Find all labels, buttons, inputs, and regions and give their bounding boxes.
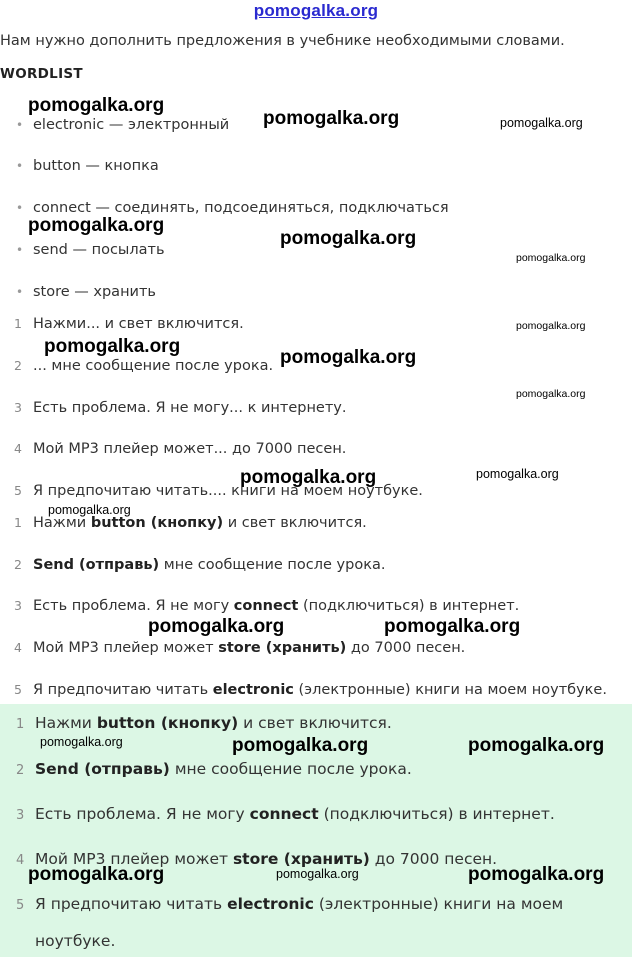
- bullet-icon: •: [16, 118, 24, 132]
- answer-post: (подключиться) в интернет.: [318, 805, 555, 823]
- answer-word: connect: [249, 805, 319, 823]
- answer-post: мне сообщение после урока.: [159, 557, 386, 573]
- watermark: pomogalka.org: [516, 388, 586, 400]
- answer-word: Send (отправь): [33, 557, 160, 573]
- wordlist-title: WORDLIST: [0, 66, 83, 82]
- answer-item: [14, 640, 465, 656]
- answer-post: мне сообщение после урока.: [169, 760, 412, 778]
- answer-number: 1: [16, 717, 25, 732]
- answer-number: 2: [16, 763, 25, 778]
- watermark: pomogalka.org: [516, 252, 586, 264]
- answer-number: 4: [16, 853, 25, 868]
- bullet-icon: •: [16, 159, 24, 173]
- answer-box-item: [16, 932, 115, 950]
- answer-pre: Я предпочитаю читать: [33, 682, 213, 698]
- answer-word: store (хранить): [218, 640, 347, 656]
- answer-word: store (хранить): [232, 850, 370, 868]
- task-item: [14, 400, 347, 416]
- intro-text: Нам нужно дополнить предложения в учебнике необходимыми словами.: [0, 33, 565, 49]
- task-item: [14, 441, 346, 457]
- watermark: pomogalka.org: [48, 503, 131, 517]
- wordlist-item: [16, 242, 165, 258]
- answer-pre: Есть проблема. Я не могу: [35, 805, 250, 823]
- answer-word: connect: [233, 598, 299, 614]
- answer-box-item: [16, 805, 555, 823]
- answer-number: 2: [14, 557, 22, 572]
- answer-number: 3: [16, 808, 25, 823]
- answer-number: 5: [16, 898, 25, 913]
- answer-word: electronic: [212, 682, 294, 698]
- task-number: 2: [14, 358, 22, 373]
- answer-post: и свет включится.: [238, 714, 392, 732]
- answer-pre: Нажми: [33, 515, 91, 531]
- wordlist-item: [16, 158, 159, 174]
- watermark: pomogalka.org: [263, 108, 400, 129]
- wordlist-item: [16, 200, 449, 216]
- watermark: pomogalka.org: [280, 347, 417, 368]
- answer-post: до 7000 песен.: [369, 850, 498, 868]
- watermark: pomogalka.org: [28, 215, 165, 236]
- answer-pre: Нажми: [35, 714, 97, 732]
- task-text: Я предпочитаю читать.... книги на моем ноутбуке.: [33, 483, 423, 499]
- answer-box-item: [16, 895, 563, 913]
- bullet-icon: •: [16, 285, 24, 299]
- task-number: 3: [14, 400, 22, 415]
- answer-item: [14, 682, 607, 698]
- answer-number: 5: [14, 682, 22, 697]
- watermark: pomogalka.org: [468, 735, 605, 756]
- wordlist-item-text: electronic — электронный: [33, 117, 230, 133]
- answer-post: (подключиться) в интернет.: [298, 598, 520, 614]
- wordlist-item-text: button — кнопка: [33, 158, 159, 174]
- answer-post: (электронные) книги на моем: [313, 895, 564, 913]
- answer-box-item: [16, 714, 392, 732]
- watermark: pomogalka.org: [40, 735, 123, 749]
- answer-word: Send (отправь): [35, 760, 170, 778]
- bullet-icon: •: [16, 201, 24, 215]
- answer-box-item: [16, 760, 412, 778]
- answer-item: [14, 557, 385, 573]
- wordlist-item-text: send — посылать: [33, 242, 165, 258]
- answer-pre: Мой МР3 плейер может: [33, 640, 219, 656]
- watermark: pomogalka.org: [240, 467, 377, 488]
- wordlist-item-text: store — хранить: [33, 284, 156, 300]
- task-item: [14, 358, 273, 374]
- wordlist-item: [16, 117, 229, 133]
- answer-word: button (кнопку): [90, 515, 224, 531]
- watermark: pomogalka.org: [276, 867, 359, 881]
- answer-pre: Есть проблема. Я не могу: [33, 598, 234, 614]
- task-text: ... мне сообщение после урока.: [33, 358, 274, 374]
- watermark: pomogalka.org: [280, 228, 417, 249]
- task-number: 1: [14, 316, 22, 331]
- answer-word: button (кнопку): [96, 714, 239, 732]
- task-item: [14, 316, 244, 332]
- bullet-icon: •: [16, 243, 24, 257]
- task-text: Мой МР3 плейер может... до 7000 песен.: [33, 441, 347, 457]
- answer-item: [14, 598, 519, 614]
- watermark: pomogalka.org: [476, 467, 559, 481]
- answer-number: 3: [14, 598, 22, 613]
- task-text: Есть проблема. Я не могу... к интернету.: [33, 400, 347, 416]
- answer-post: (электронные) книги на моем ноутбуке.: [293, 682, 607, 698]
- watermark: pomogalka.org: [28, 95, 165, 116]
- wordlist-item-text: connect — соединять, подсоединяться, подключаться: [33, 200, 449, 216]
- watermark: pomogalka.org: [148, 616, 285, 637]
- task-number: 5: [14, 483, 22, 498]
- watermark: pomogalka.org: [516, 320, 586, 332]
- answer-post: до 7000 песен.: [346, 640, 466, 656]
- answer-item: [14, 515, 367, 531]
- watermark: pomogalka.org: [468, 864, 605, 885]
- answer-pre: ноутбуке.: [35, 932, 116, 950]
- answer-number: 4: [14, 640, 22, 655]
- site-header-link[interactable]: pomogalka.org: [253, 1, 379, 20]
- answer-pre: Я предпочитаю читать: [35, 895, 228, 913]
- watermark: pomogalka.org: [28, 864, 165, 885]
- answer-word: electronic: [227, 895, 314, 913]
- watermark: pomogalka.org: [232, 735, 369, 756]
- answer-number: 1: [14, 515, 22, 530]
- task-text: Нажми... и свет включится.: [33, 316, 244, 332]
- watermark: pomogalka.org: [500, 116, 583, 130]
- task-number: 4: [14, 441, 22, 456]
- watermark: pomogalka.org: [44, 336, 181, 357]
- wordlist-item: [16, 284, 156, 300]
- answer-post: и свет включится.: [223, 515, 367, 531]
- watermark: pomogalka.org: [384, 616, 521, 637]
- answer-pre: Мой МР3 плейер может: [35, 850, 233, 868]
